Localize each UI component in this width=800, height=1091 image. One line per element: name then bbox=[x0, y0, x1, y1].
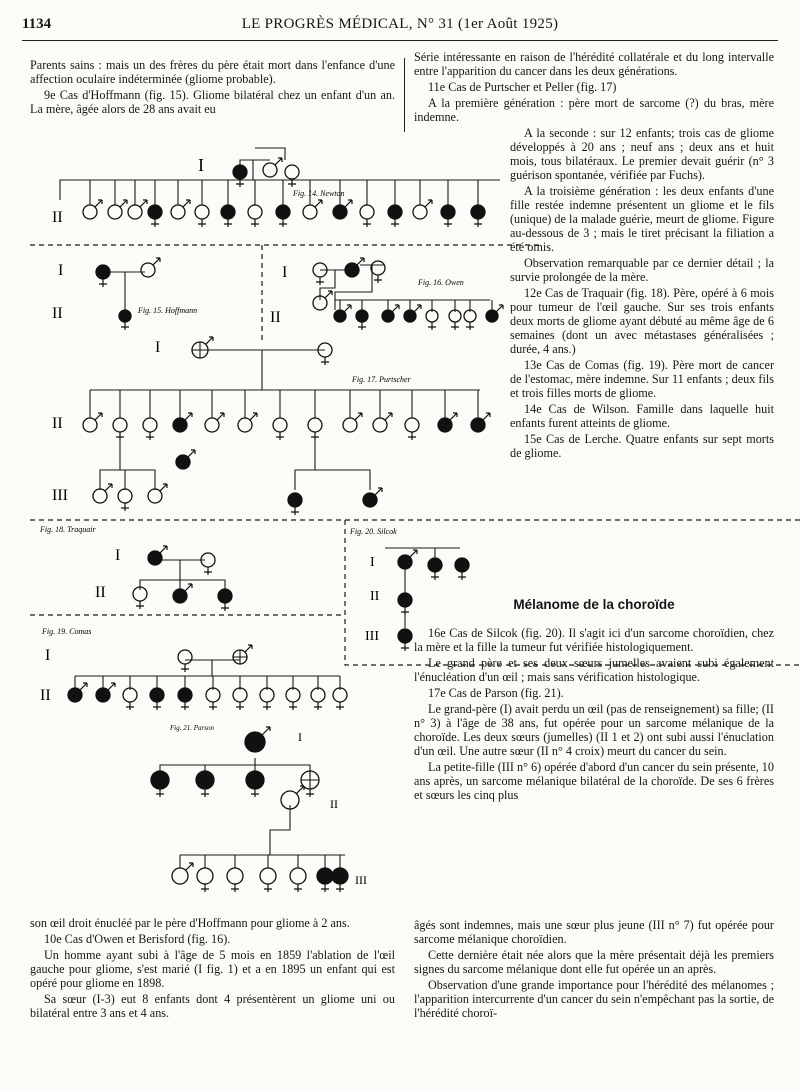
female-symbol-affected bbox=[246, 771, 264, 797]
female-symbol bbox=[371, 261, 385, 283]
gen-label: III bbox=[365, 629, 379, 644]
female-symbol bbox=[285, 165, 299, 187]
female-symbol bbox=[260, 868, 276, 892]
paragraph: 9e Cas d'Hoffmann (fig. 15). Gliome bilatéral chez un enfant d'un an. La mère, âgée alors de 28 ans avait eu bbox=[30, 88, 395, 116]
male-symbol-affected bbox=[345, 258, 364, 277]
paragraph: 16e Cas de Silcok (fig. 20). Il s'agit ici d'un sarcome choroïdien, chez la mère et la fille la tumeur fut vérifiée histologiquement. bbox=[414, 626, 774, 654]
female-symbol bbox=[197, 868, 213, 892]
gen-label: I bbox=[115, 547, 121, 564]
right-column-bottom bbox=[414, 918, 774, 1022]
male-symbol-affected bbox=[333, 200, 352, 219]
male-symbol-affected bbox=[173, 584, 192, 603]
fig-label: Fig. 17. Purtscher bbox=[352, 375, 411, 384]
male-symbol bbox=[128, 200, 147, 219]
female-symbol-affected bbox=[398, 629, 412, 651]
male-symbol-affected bbox=[96, 683, 115, 702]
paragraph: Un homme ayant subi à l'âge de 5 mois en 1859 l'ablation de l'œil gauche pour gliome, s'est marié (I fig. 1) et a en 1895 un enfant qui est opéré pour gliome en 1898. bbox=[30, 948, 395, 990]
female-symbol-affected bbox=[119, 310, 131, 330]
gen-label: II bbox=[52, 415, 63, 432]
fig-label: Fig. 16. Owen bbox=[418, 278, 464, 287]
gen-label: I bbox=[298, 730, 302, 744]
female-symbol-affected bbox=[150, 688, 164, 710]
paragraph: âgés sont indemnes, mais une sœur plus jeune (III n° 7) fut opérée pour sarcome mélanique choroïdien. bbox=[414, 918, 774, 946]
male-symbol-affected bbox=[245, 727, 270, 752]
fig-label: Fig. 14. Newton bbox=[293, 189, 345, 198]
female-symbol bbox=[301, 771, 319, 797]
female-symbol-affected bbox=[455, 558, 469, 580]
paragraph: Parents sains : mais un des frères du père était mort dans l'enfance d'une affection oculaire indéterminée (gliome probable). bbox=[30, 58, 395, 86]
gen-label: III bbox=[52, 487, 68, 504]
fig-label: Fig. 21. Parson bbox=[170, 724, 214, 732]
gen-label: II bbox=[330, 797, 338, 811]
paragraph: 10e Cas d'Owen et Berisford (fig. 16). bbox=[44, 932, 231, 946]
female-symbol-affected bbox=[221, 205, 235, 227]
gen-label: I bbox=[282, 264, 288, 281]
male-symbol-affected bbox=[176, 450, 195, 469]
female-symbol bbox=[233, 688, 247, 710]
male-symbol bbox=[192, 337, 213, 358]
male-symbol bbox=[281, 786, 304, 809]
female-symbol bbox=[360, 205, 374, 227]
fig-label: Fig. 18. Traquair bbox=[40, 525, 96, 534]
section-title: Mélanome de la choroïde bbox=[513, 597, 675, 612]
male-symbol bbox=[83, 200, 102, 219]
paragraph: 15e Cas de Lerche. Quatre enfants sur sept morts de gliome. bbox=[510, 432, 774, 460]
male-symbol bbox=[303, 200, 322, 219]
paragraph: 11e Cas de Purtscher et Peller (fig. 17) bbox=[428, 80, 617, 94]
female-symbol-affected bbox=[356, 310, 368, 330]
male-symbol bbox=[343, 413, 362, 432]
column-divider bbox=[404, 58, 405, 132]
paragraph: A la première génération : père mort de sarcome (?) du bras, mère indemne. bbox=[414, 96, 774, 124]
gen-label: I bbox=[45, 647, 51, 664]
male-symbol bbox=[373, 413, 392, 432]
gen-label: II bbox=[95, 584, 106, 601]
male-symbol-affected bbox=[398, 550, 417, 569]
female-symbol-affected bbox=[148, 205, 162, 227]
gen-label: II bbox=[52, 305, 63, 322]
gen-label: II bbox=[370, 589, 380, 604]
male-symbol bbox=[238, 413, 257, 432]
male-symbol bbox=[148, 484, 167, 503]
female-symbol-affected bbox=[317, 868, 333, 892]
paragraph: Cette dernière était née alors que la mère présentait déjà les premiers signes du sarcome mélanique dont elle fut opérée un an après. bbox=[414, 948, 774, 976]
male-symbol-affected bbox=[382, 305, 399, 322]
paragraph: Le grand-père (I) avait perdu un œil (pas de renseignement) sa fille; (II n° 3) à l'âge de 38 ans, fut opérée pour un sarcome mélanique de la choroïde. Les deux sœurs (jumelles) (II 1 et 2) ont subi aussi l'énuclation d'un œil. Une autre sœur (II n° 4 croix) meurt du cancer du sein. bbox=[414, 702, 774, 758]
female-symbol bbox=[333, 688, 347, 710]
female-symbol bbox=[273, 418, 287, 440]
male-symbol-affected bbox=[68, 683, 87, 702]
female-symbol-affected bbox=[233, 165, 247, 187]
journal-title: LE PROGRÈS MÉDICAL, N° 31 (1er Août 1925) bbox=[241, 16, 559, 32]
gen-label: II bbox=[270, 309, 281, 326]
paragraph: son œil droit énucléé par le père d'Hoffmann pour gliome à 2 ans. bbox=[30, 916, 350, 930]
paragraph: 17e Cas de Parson (fig. 21). bbox=[428, 686, 564, 700]
female-symbol bbox=[248, 205, 262, 227]
paragraph: A la troisième génération : les deux enfants d'une fille restée indemne présentent un gliome et le fils (unique) de la malade guérie, meurt de gliome. Figure au-dessous de 3 ; mais le tiret précisant la filiation a été omis. bbox=[510, 184, 774, 254]
female-symbol bbox=[286, 688, 300, 710]
paragraph: 13e Cas de Comas (fig. 19). Père mort de cancer de l'estomac, mère indemne. Sur 11 enfants ; deux fils et trois filles morts de gliome. bbox=[510, 358, 774, 400]
header-rule bbox=[22, 40, 778, 41]
female-symbol-affected bbox=[196, 771, 214, 797]
paragraph: 14e Cas de Wilson. Famille dans laquelle huit enfants furent atteints de gliome. bbox=[510, 402, 774, 430]
gen-label: I bbox=[198, 155, 204, 175]
paragraph: Sa sœur (I-3) eut 8 enfants dont 4 présentèrent un gliome uni ou bilatéral entre 3 ans et 4 ans. bbox=[30, 992, 395, 1020]
gen-label: I bbox=[370, 555, 375, 570]
male-symbol bbox=[172, 863, 193, 884]
fig-label: Fig. 19. Comas bbox=[42, 627, 92, 636]
female-symbol-affected bbox=[388, 205, 402, 227]
female-symbol-affected bbox=[218, 589, 232, 611]
male-symbol bbox=[141, 258, 160, 277]
paragraph: Le grand père et ses deux sœurs jumelles avaient subi également l'énucléation d'un œil ; mais sans vérification histologique. bbox=[414, 656, 774, 684]
gen-label: I bbox=[58, 262, 64, 279]
male-symbol bbox=[205, 413, 224, 432]
fig-label: Fig. 20. Silcok bbox=[350, 527, 397, 536]
left-column-bottom bbox=[30, 916, 395, 1022]
fig-label: Fig. 15. Hoffmann bbox=[138, 306, 198, 315]
female-symbol-affected bbox=[288, 493, 302, 515]
paragraph: Observation d'une grande importance pour l'hérédité des mélanomes ; l'apparition intercurrente d'un cancer du sein n'empêchant pas la sortie, de l'hérédité choroï- bbox=[414, 978, 774, 1020]
female-symbol bbox=[318, 343, 332, 365]
gen-label: II bbox=[52, 209, 63, 226]
female-symbol bbox=[260, 688, 274, 710]
female-symbol-affected bbox=[398, 593, 412, 615]
paragraph: Observation remarquable par ce dernier détail ; la survie prolongée de la mère. bbox=[510, 256, 774, 284]
female-symbol bbox=[313, 263, 327, 285]
male-symbol-affected bbox=[173, 413, 192, 432]
female-symbol bbox=[206, 688, 220, 710]
female-symbol bbox=[227, 868, 243, 892]
female-symbol-affected bbox=[276, 205, 290, 227]
female-symbol-affected bbox=[151, 771, 169, 797]
female-symbol-affected bbox=[428, 558, 442, 580]
female-symbol bbox=[311, 688, 325, 710]
male-symbol-affected bbox=[148, 546, 167, 565]
male-symbol bbox=[171, 200, 190, 219]
female-symbol bbox=[113, 418, 127, 440]
female-symbol bbox=[178, 650, 192, 672]
female-symbol-affected bbox=[178, 688, 192, 710]
male-symbol-affected bbox=[363, 488, 382, 507]
female-symbol-affected bbox=[332, 868, 348, 892]
female-symbol bbox=[118, 489, 132, 511]
male-symbol bbox=[233, 645, 252, 664]
female-symbol bbox=[195, 205, 209, 227]
paragraph: La petite-fille (III n° 6) opérée d'abord d'un cancer du sein présente, 10 ans après, un sarcome mélanique bilatéral de la choroïde. De ses 6 frères et sœurs les cinq plus bbox=[414, 760, 774, 802]
female-symbol bbox=[123, 688, 137, 710]
male-symbol bbox=[263, 158, 282, 177]
right-column-section bbox=[414, 580, 774, 804]
female-symbol bbox=[133, 587, 147, 609]
paragraph: Série intéressante en raison de l'hérédité collatérale et du long intervalle entre l'apparition du cancer dans les deux générations. bbox=[414, 50, 774, 78]
gen-label: II bbox=[40, 687, 51, 704]
gen-label: I bbox=[155, 339, 161, 356]
male-symbol-affected bbox=[334, 305, 351, 322]
running-header bbox=[22, 14, 778, 38]
paragraph: 12e Cas de Traquair (fig. 18). Père, opéré à 6 mois pour tumeur de l'œil gauche. Sur ses trois enfants deux morts de gliome ayant débuté au même âge de 6 semaines (dont un avec métastases généralisées ; durée, 4 ans.) bbox=[510, 286, 774, 356]
female-symbol bbox=[143, 418, 157, 440]
page-number: 1134 bbox=[22, 16, 52, 32]
paragraph: A la seconde : sur 12 enfants; trois cas de gliome développés à 20 ans ; neuf ans ; deux ans et huit mois, tous bilatéraux. Le premier devait guérir (n° 3 guérison spontanée, vérifiée par Fuchs). bbox=[510, 126, 774, 182]
female-symbol bbox=[308, 418, 322, 440]
female-symbol bbox=[201, 553, 215, 575]
male-symbol bbox=[83, 413, 102, 432]
right-column-top bbox=[414, 50, 774, 462]
female-symbol-affected bbox=[96, 265, 110, 287]
male-symbol bbox=[313, 291, 332, 310]
female-symbol bbox=[290, 868, 306, 892]
left-column-top bbox=[30, 58, 395, 118]
gen-label: III bbox=[355, 873, 367, 887]
male-symbol bbox=[93, 484, 112, 503]
male-symbol bbox=[108, 200, 127, 219]
